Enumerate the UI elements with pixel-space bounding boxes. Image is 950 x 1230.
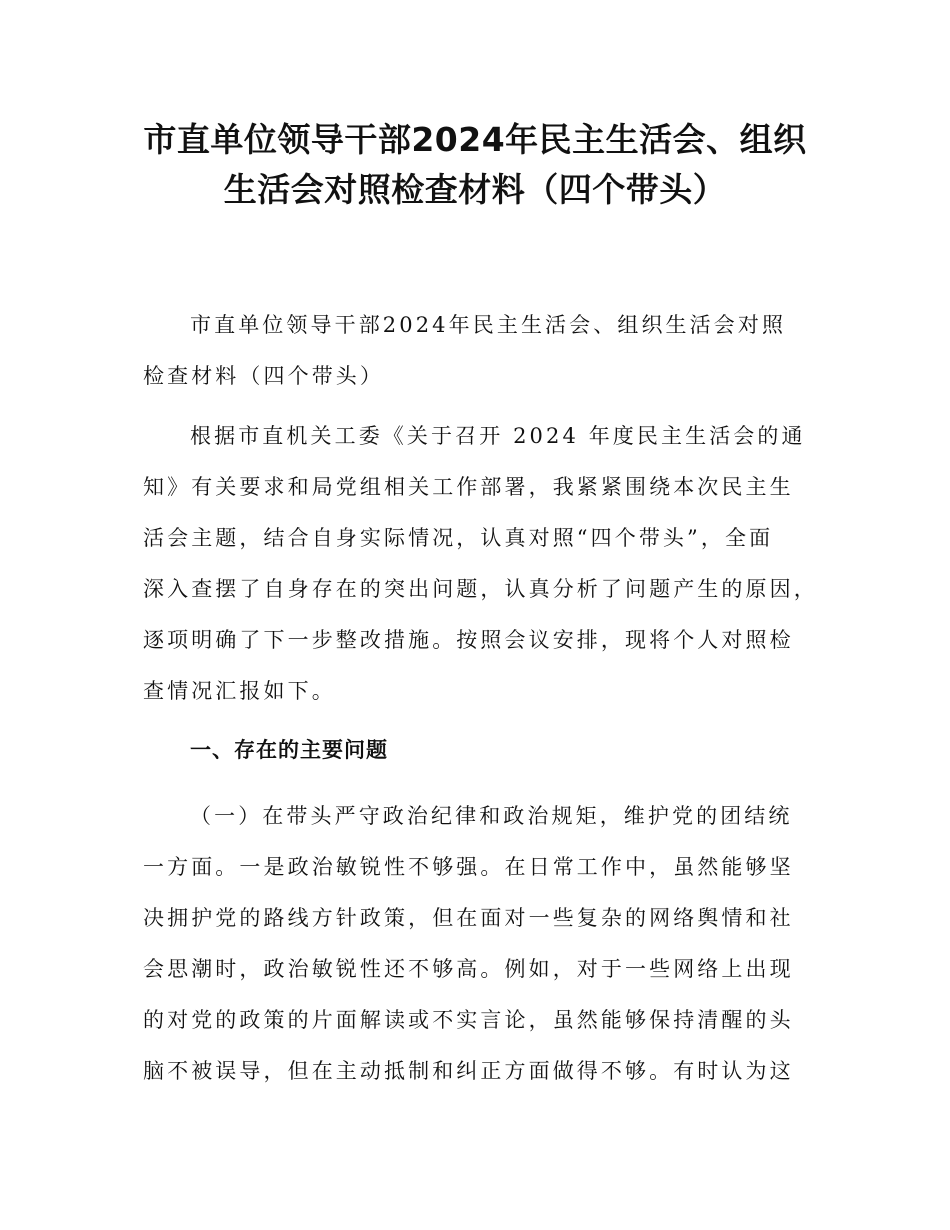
section1-paragraph [143, 791, 808, 1097]
section1-line: 脑不被误导，但在主动抵制和纠正方面做得不够。有时认为这 [143, 1059, 794, 1083]
section1-line: 一方面。一是政治敏锐性不够强。在日常工作中，虽然能够坚 [143, 855, 794, 879]
body-line: 查情况汇报如下。 [143, 679, 336, 703]
intro-line: 市直单位领导干部2024年民主生活会、组织生活会对照 [190, 313, 787, 337]
section1-line: 决拥护党的路线方针政策，但在面对一些复杂的网络舆情和社 [143, 906, 794, 930]
body-line: 知》有关要求和局党组相关工作部署，我紧紧围绕本次民主生 [143, 475, 794, 499]
section1-line: 会思潮时，政治敏锐性还不够高。例如，对于一些网络上出现 [143, 957, 794, 981]
document-title-line-2: 生活会对照检查材料（四个带头） [223, 170, 727, 209]
intro-paragraph [143, 300, 808, 402]
body-line: 根据市直机关工委《关于召开 2024 年度民主生活会的通 [190, 424, 806, 448]
body-line: 逐项明确了下一步整改措施。按照会议安排，现将个人对照检 [143, 628, 794, 652]
section1-line: 的对党的政策的片面解读或不实言论，虽然能够保持清醒的头 [143, 1008, 794, 1032]
body-line: 活会主题，结合自身实际情况，认真对照“四个带头”，全面 [143, 526, 774, 550]
intro-line: 检查材料（四个带头） [143, 364, 384, 388]
document-title-line-1: 市直单位领导干部2024年民主生活会、组织 [143, 120, 807, 159]
section-heading: 一、存在的主要问题 [190, 738, 388, 762]
body-line: 深入查摆了自身存在的突出问题，认真分析了问题产生的原因， [143, 577, 818, 601]
section1-line: （一）在带头严守政治纪律和政治规矩，维护党的团结统 [190, 804, 793, 828]
body-paragraph [143, 411, 818, 717]
